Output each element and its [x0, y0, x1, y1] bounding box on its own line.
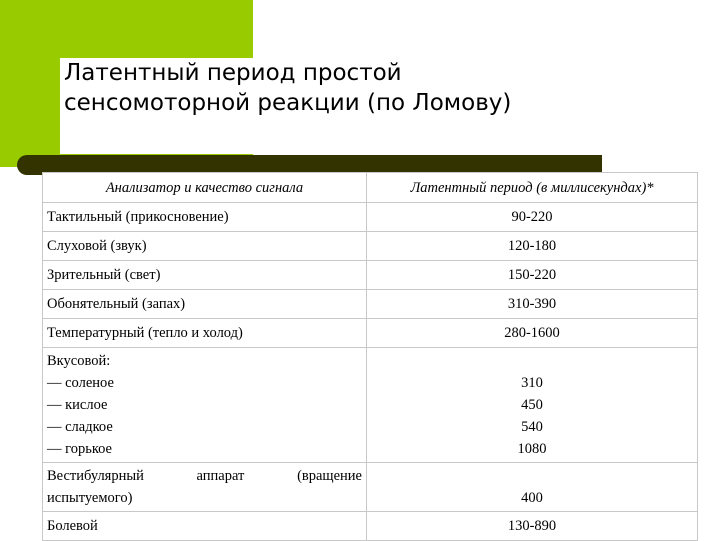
header-analyzer: Анализатор и качество сигнала [43, 173, 367, 203]
table-row [43, 261, 698, 290]
table-row [43, 232, 698, 261]
latency-cell: 120-180 [367, 232, 698, 261]
taste-item-value: 310 [521, 375, 543, 391]
taste-item-value: 540 [521, 419, 543, 435]
pain-analyzer-cell: Болевой [43, 512, 367, 541]
vestibular-line-2: испытуемого) [47, 490, 133, 506]
vestibular-word: (вращение [297, 468, 362, 484]
vestibular-word: Вестибулярный [47, 468, 144, 484]
pain-latency-cell: 130-890 [367, 512, 698, 541]
taste-heading: Вкусовой: [47, 353, 111, 369]
analyzer-cell: Температурный (тепло и холод) [43, 319, 367, 348]
taste-item-label: — соленое [47, 375, 114, 391]
analyzer-cell: Тактильный (прикосновение) [43, 203, 367, 232]
latency-table [42, 172, 698, 541]
analyzer-cell: Слуховой (звук) [43, 232, 367, 261]
taste-item-label: — сладкое [47, 419, 113, 435]
taste-item-label: — горькое [47, 441, 112, 457]
table-row [43, 319, 698, 348]
latency-cell: 90-220 [367, 203, 698, 232]
taste-item-value: 450 [521, 397, 543, 413]
latency-cell: 150-220 [367, 261, 698, 290]
taste-analyzer-cell [43, 348, 367, 463]
vestibular-line-1 [47, 465, 362, 487]
vestibular-latency-cell: 400 [367, 463, 698, 512]
table-row [43, 203, 698, 232]
table-row-pain [43, 512, 698, 541]
table-row-taste [43, 348, 698, 463]
slide-title-line-1: Латентный период простой [64, 60, 402, 86]
taste-latency-cell [367, 348, 698, 463]
vestibular-analyzer-cell [43, 463, 367, 512]
latency-cell: 310-390 [367, 290, 698, 319]
slide-title-line-2: сенсомоторной реакции (по Ломову) [64, 90, 512, 116]
header-latency: Латентный период (в миллисекундах)* [367, 173, 698, 203]
table-row [43, 290, 698, 319]
latency-cell: 280-1600 [367, 319, 698, 348]
analyzer-cell: Зрительный (свет) [43, 261, 367, 290]
analyzer-cell: Обонятельный (запах) [43, 290, 367, 319]
table-header-row [43, 173, 698, 203]
taste-item-label: — кислое [47, 397, 108, 413]
taste-item-value: 1080 [517, 441, 547, 457]
slide-title [64, 58, 511, 118]
table-row-vestibular [43, 463, 698, 512]
vestibular-word: аппарат [196, 468, 245, 484]
